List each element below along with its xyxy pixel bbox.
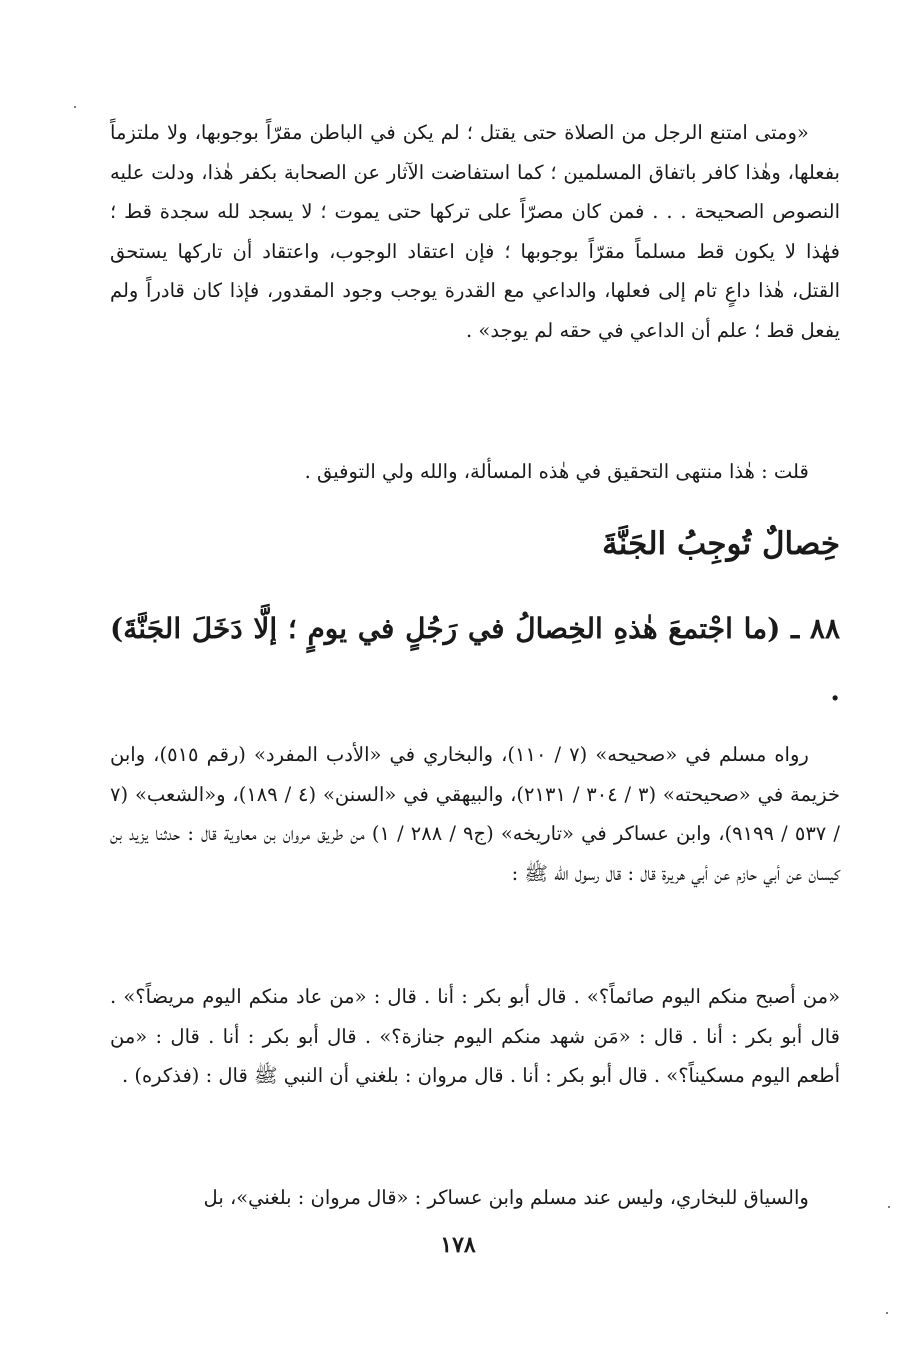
page-number: ١٧٨ [440,1232,476,1258]
continuation-paragraph: والسياق للبخاري، وليس عند مسلم وابن عساكر : «قال مروان : بلغني»، بل [203,1186,809,1209]
section-heading: خِصالٌ تُوجِبُ الجَنَّةَ [602,526,840,562]
author-comment: قلت : هٰذا منتهى التحقيق في هٰذه المسألة، والله ولي التوفيق . [304,460,809,483]
scan-speck [886,1312,888,1314]
scan-speck [74,106,76,108]
takhrij-paragraph: رواه مسلم في «صحيحه» (٧ / ١١٠)، والبخاري في «الأدب المفرد» (رقم ٥١٥)، وابن خزيمة في «صحيحته» (٣ / ٣٠٤ / ٢١٣١)، والبيهقي في «السنن» (٤ / ١٨٩)، و«الشعب» (٧ / ٥٣٧ / ٩١٩٩)، وابن عساكر في «تاريخه» (ج٩ / ٢٨٨ / ١) من طريق مروان بن معاوية قال : حدثنا يزيد بن كيسان عن أبي حازم عن أبي هريرة قال : قال رسول الله ﷺ : [110,743,841,885]
hadith-narration: «من أصبح منكم اليوم صائماً؟» . قال أبو بكر : أنا . قال : «من عاد منكم اليوم مريضاً؟» . قال أبو بكر : أنا . قال : «مَن شهد منكم اليوم جنازة؟» . قال أبو بكر : أنا . قال : «من أطعم اليوم مسكيناً؟» . قال أبو بكر : أنا . قال مروان : بلغني أن النبي ﷺ قال : (فذكره) . [110,985,840,1088]
hadith-text: ٨٨ ـ (ما اجْتمعَ هٰذهِ الخِصالُ في رَجُلٍ في يومٍ ؛ إلَّا دَخَلَ الجَنَّةَ) . [110,612,840,707]
scan-speck [888,1206,890,1208]
quoted-paragraph: «ومتى امتنع الرجل من الصلاة حتى يقتل ؛ لم يكن في الباطن مقرّاً بوجوبها، ولا ملتزماً بفعلها، وهٰذا كافر باتفاق المسلمين ؛ كما استفاضت الآثار عن الصحابة بكفر هٰذا، ودلت عليه النصوص الصحيحة . . . فمن كان مصرّاً على تركها حتى يموت ؛ لا يسجد لله سجدة قط ؛ فهٰذا لا يكون قط مسلماً مقرّاً بوجوبها ؛ فإن اعتقاد الوجوب، واعتقاد أن تاركها يستحق القتل، هٰذا داعٍ تام إلى فعلها، والداعي مع القدرة يوجب وجود المقدور، فإذا كان قادراً ولم يفعل قط ؛ علم أن الداعي في حقه لم يوجد» . [110,121,841,342]
